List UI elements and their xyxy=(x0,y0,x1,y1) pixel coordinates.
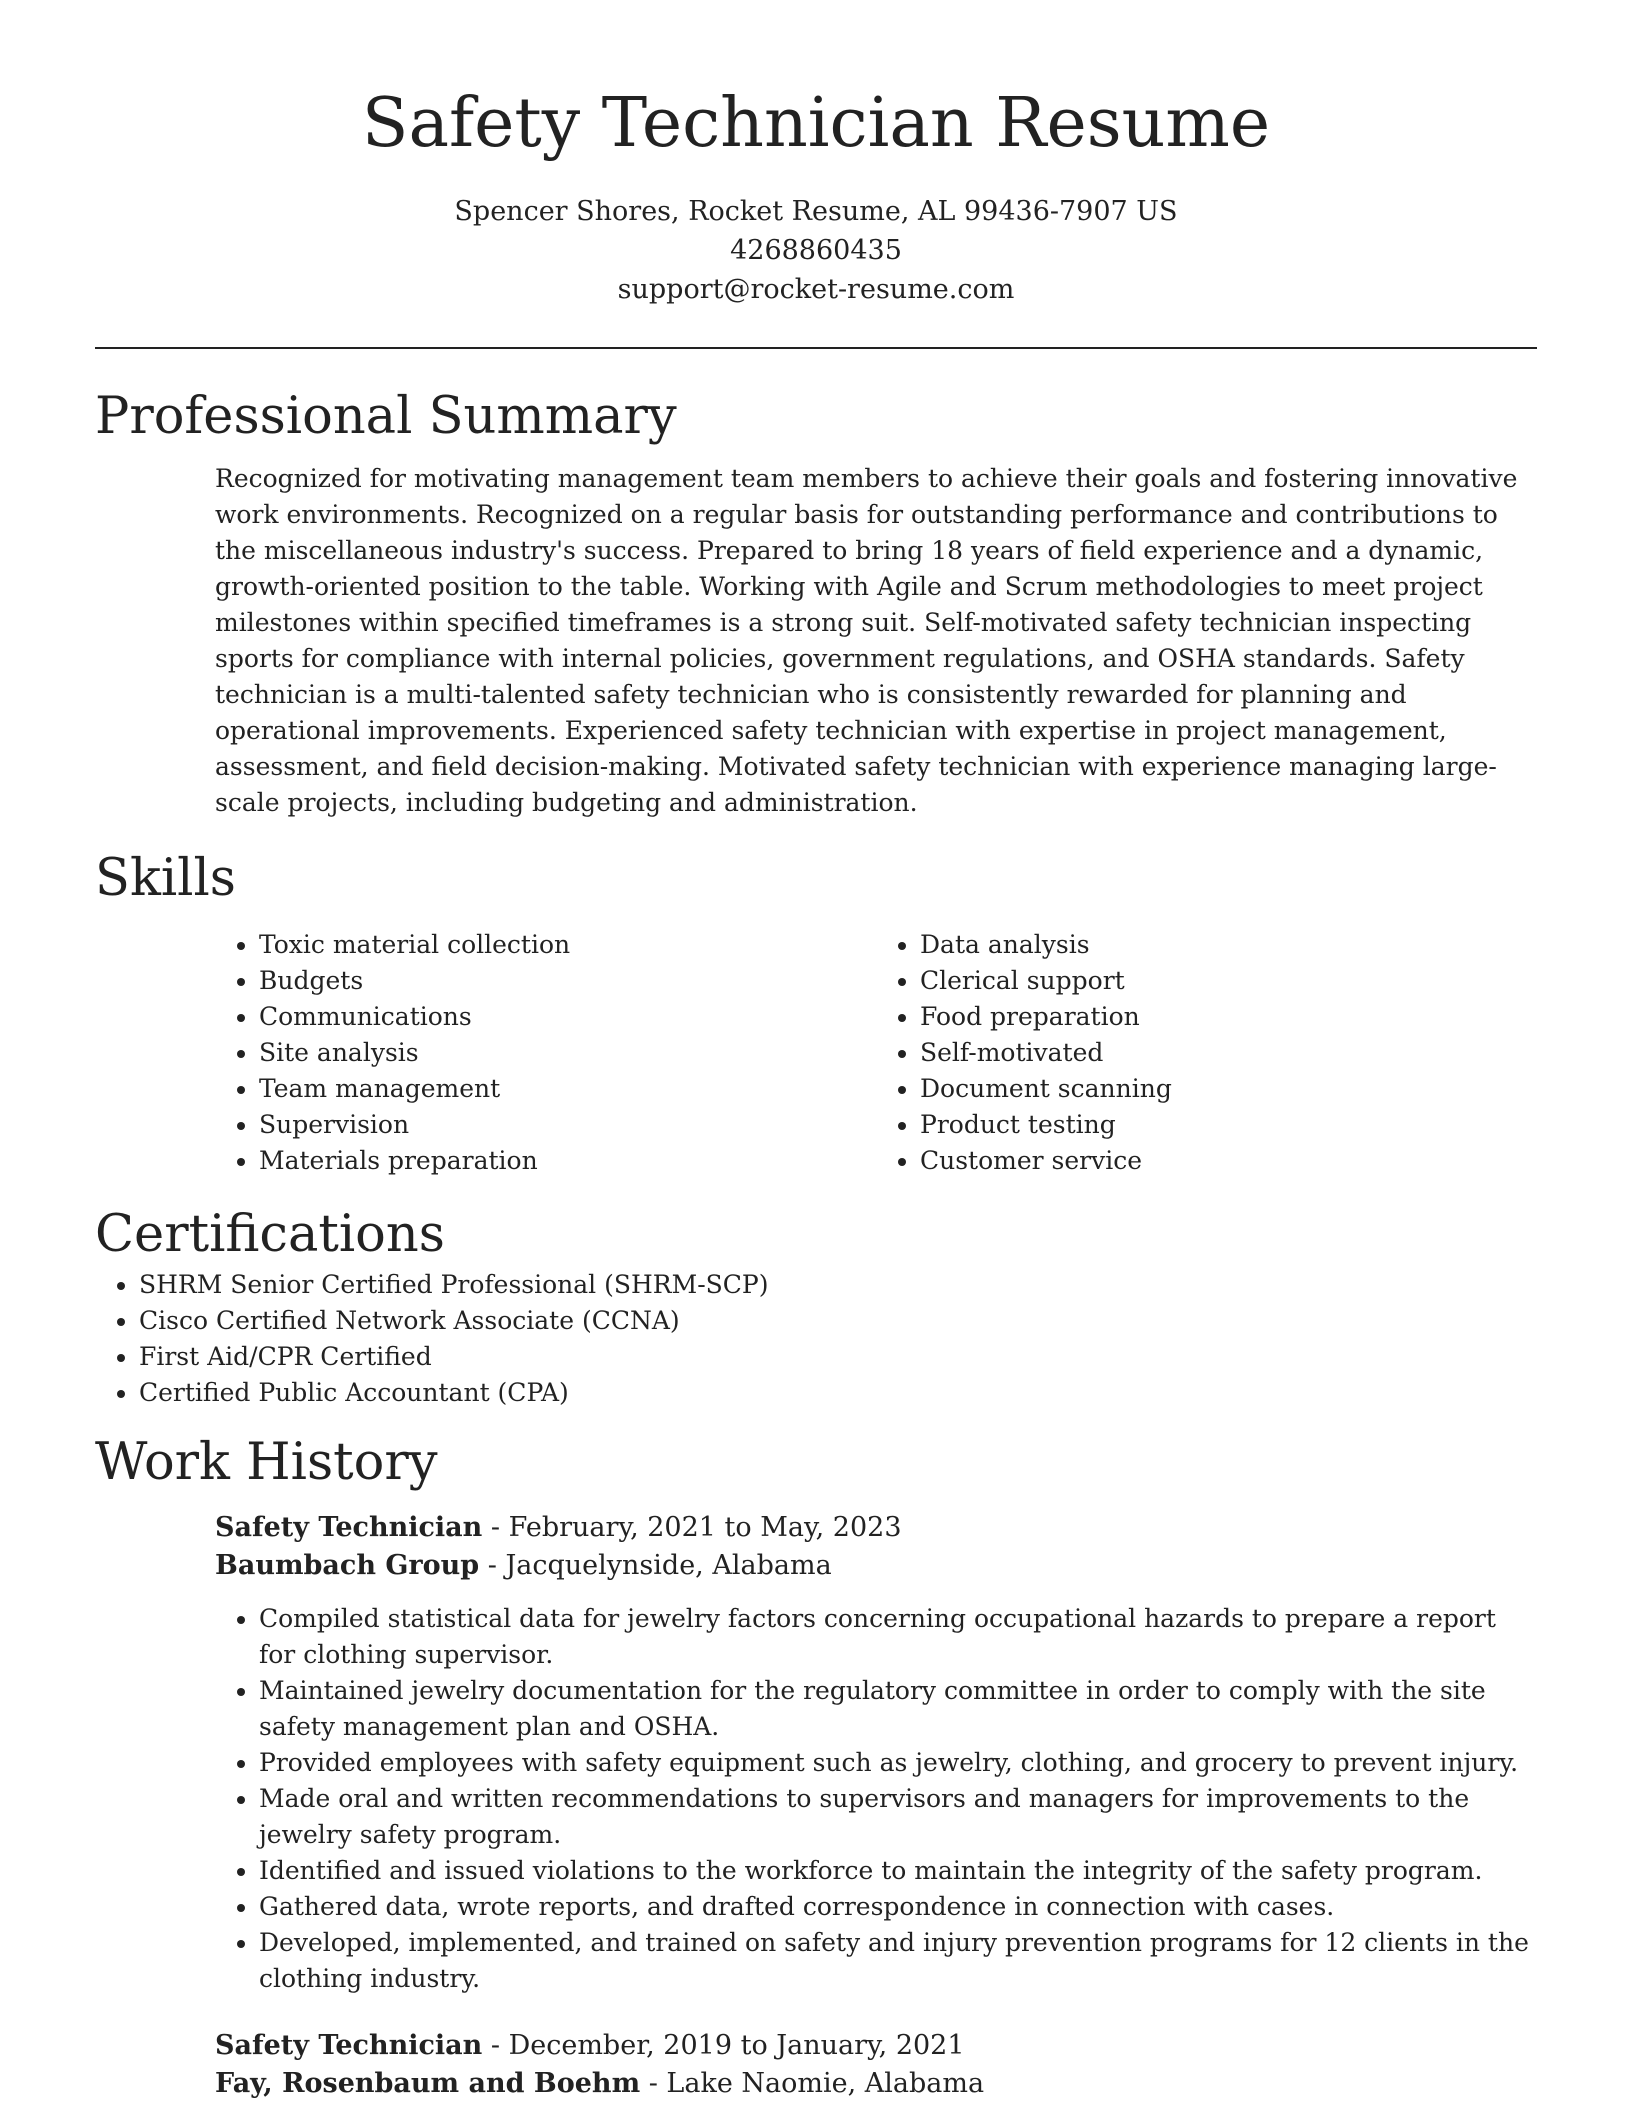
job-duty-item: • Identified and issued violations to the workforce to maintain the integrity of the safety program. xyxy=(259,1853,1537,1889)
skill-item: • Clerical support xyxy=(920,963,1537,999)
job-duty-item: • Gathered data, wrote reports, and drafted correspondence in connection with cases. xyxy=(259,1889,1537,1925)
skill-item: • Product testing xyxy=(920,1107,1537,1143)
skill-item: • Food preparation xyxy=(920,999,1537,1035)
certification-item: • Cisco Certified Network Associate (CCNA) xyxy=(139,1303,1537,1339)
summary-section xyxy=(95,385,1537,821)
job-company-line xyxy=(215,1547,1537,1585)
contact-email: support@rocket-resume.com xyxy=(617,274,1015,305)
job-location: - Lake Naomie, Alabama xyxy=(640,2068,985,2099)
certifications-heading: Certifications xyxy=(95,1205,445,1264)
skill-item: • Supervision xyxy=(259,1107,876,1143)
certification-item: • SHRM Senior Certified Professional (SHRM-SCP) xyxy=(139,1267,1537,1303)
summary-heading: Professional Summary xyxy=(95,387,677,446)
skills-columns xyxy=(215,927,1537,1179)
skills-section xyxy=(95,847,1537,1179)
skill-item: • Materials preparation xyxy=(259,1143,876,1179)
job-duties-list xyxy=(215,1601,1537,1997)
skill-item: • Toxic material collection xyxy=(259,927,876,963)
job-title: Safety Technician xyxy=(215,1512,483,1543)
skill-item: • Site analysis xyxy=(259,1035,876,1071)
work-history-heading: Work History xyxy=(95,1433,438,1492)
job-duty-item: • Made oral and written recommendations to supervisors and managers for improvements to the jewelry safety program. xyxy=(259,1781,1537,1853)
job-duty-item: • Maintained jewelry documentation for the regulatory committee in order to comply with the site safety management plan and OSHA. xyxy=(259,1673,1537,1745)
skills-list-left xyxy=(215,927,876,1179)
skill-item: • Document scanning xyxy=(920,1071,1537,1107)
job-title-line xyxy=(215,1509,1537,1547)
job-entry xyxy=(215,2027,1537,2103)
skill-item: • Team management xyxy=(259,1071,876,1107)
job-dates: - December, 2019 to January, 2021 xyxy=(482,2030,965,2061)
job-company-line xyxy=(215,2065,1537,2103)
certification-item: • First Aid/CPR Certified xyxy=(139,1339,1537,1375)
resume-header xyxy=(95,0,1537,309)
certifications-list xyxy=(95,1267,1537,1411)
skill-item: • Data analysis xyxy=(920,927,1537,963)
skill-item: • Self-motivated xyxy=(920,1035,1537,1071)
job-title: Safety Technician xyxy=(215,2030,483,2061)
work-history-section xyxy=(95,1431,1537,2103)
skill-item: • Customer service xyxy=(920,1143,1537,1179)
summary-text: Recognized for motivating management team members to achieve their goals and fostering innovative work environments. Recognized on a regular basis for outstanding performance and contributions to the miscellaneous industry's success. Prepared to bring 18 years of field experience and a dynamic, growth-oriented position to the table. Working with Agile and Scrum methodologies to meet project milestones within specified timeframes is a strong suit. Self-motivated safety technician inspecting sports for compliance with internal policies, government regulations, and OSHA standards. Safety technician is a multi-talented safety technician who is consistently rewarded for planning and operational improvements. Experienced safety technician with expertise in project management, assessment, and field decision-making. Motivated safety technician with experience managing large-scale projects, including budgeting and administration. xyxy=(215,464,1518,817)
certification-item: • Certified Public Accountant (CPA) xyxy=(139,1375,1537,1411)
contact-phone: 4268860435 xyxy=(730,235,902,266)
certifications-section xyxy=(95,1203,1537,1411)
skill-item: • Budgets xyxy=(259,963,876,999)
contact-address: Spencer Shores, Rocket Resume, AL 99436-7907 US xyxy=(454,196,1178,227)
header-divider xyxy=(95,347,1537,349)
job-duty-item: • Developed, implemented, and trained on safety and injury prevention programs for 12 clients in the clothing industry. xyxy=(259,1925,1537,1997)
resume-title: Safety Technician Resume xyxy=(361,84,1271,163)
job-company: Baumbach Group xyxy=(215,1550,480,1581)
skills-heading: Skills xyxy=(95,849,236,908)
job-duty-item: • Provided employees with safety equipment such as jewelry, clothing, and grocery to prevent injury. xyxy=(259,1745,1537,1781)
job-entry xyxy=(215,1509,1537,1997)
job-company: Fay, Rosenbaum and Boehm xyxy=(215,2068,641,2099)
job-location: - Jacquelynside, Alabama xyxy=(479,1550,832,1581)
skills-list-right xyxy=(876,927,1537,1179)
contact-block xyxy=(95,192,1537,309)
job-duty-item: • Compiled statistical data for jewelry factors concerning occupational hazards to prepare a report for clothing supervisor. xyxy=(259,1601,1537,1673)
job-title-line xyxy=(215,2027,1537,2065)
skill-item: • Communications xyxy=(259,999,876,1035)
job-dates: - February, 2021 to May, 2023 xyxy=(482,1512,902,1543)
